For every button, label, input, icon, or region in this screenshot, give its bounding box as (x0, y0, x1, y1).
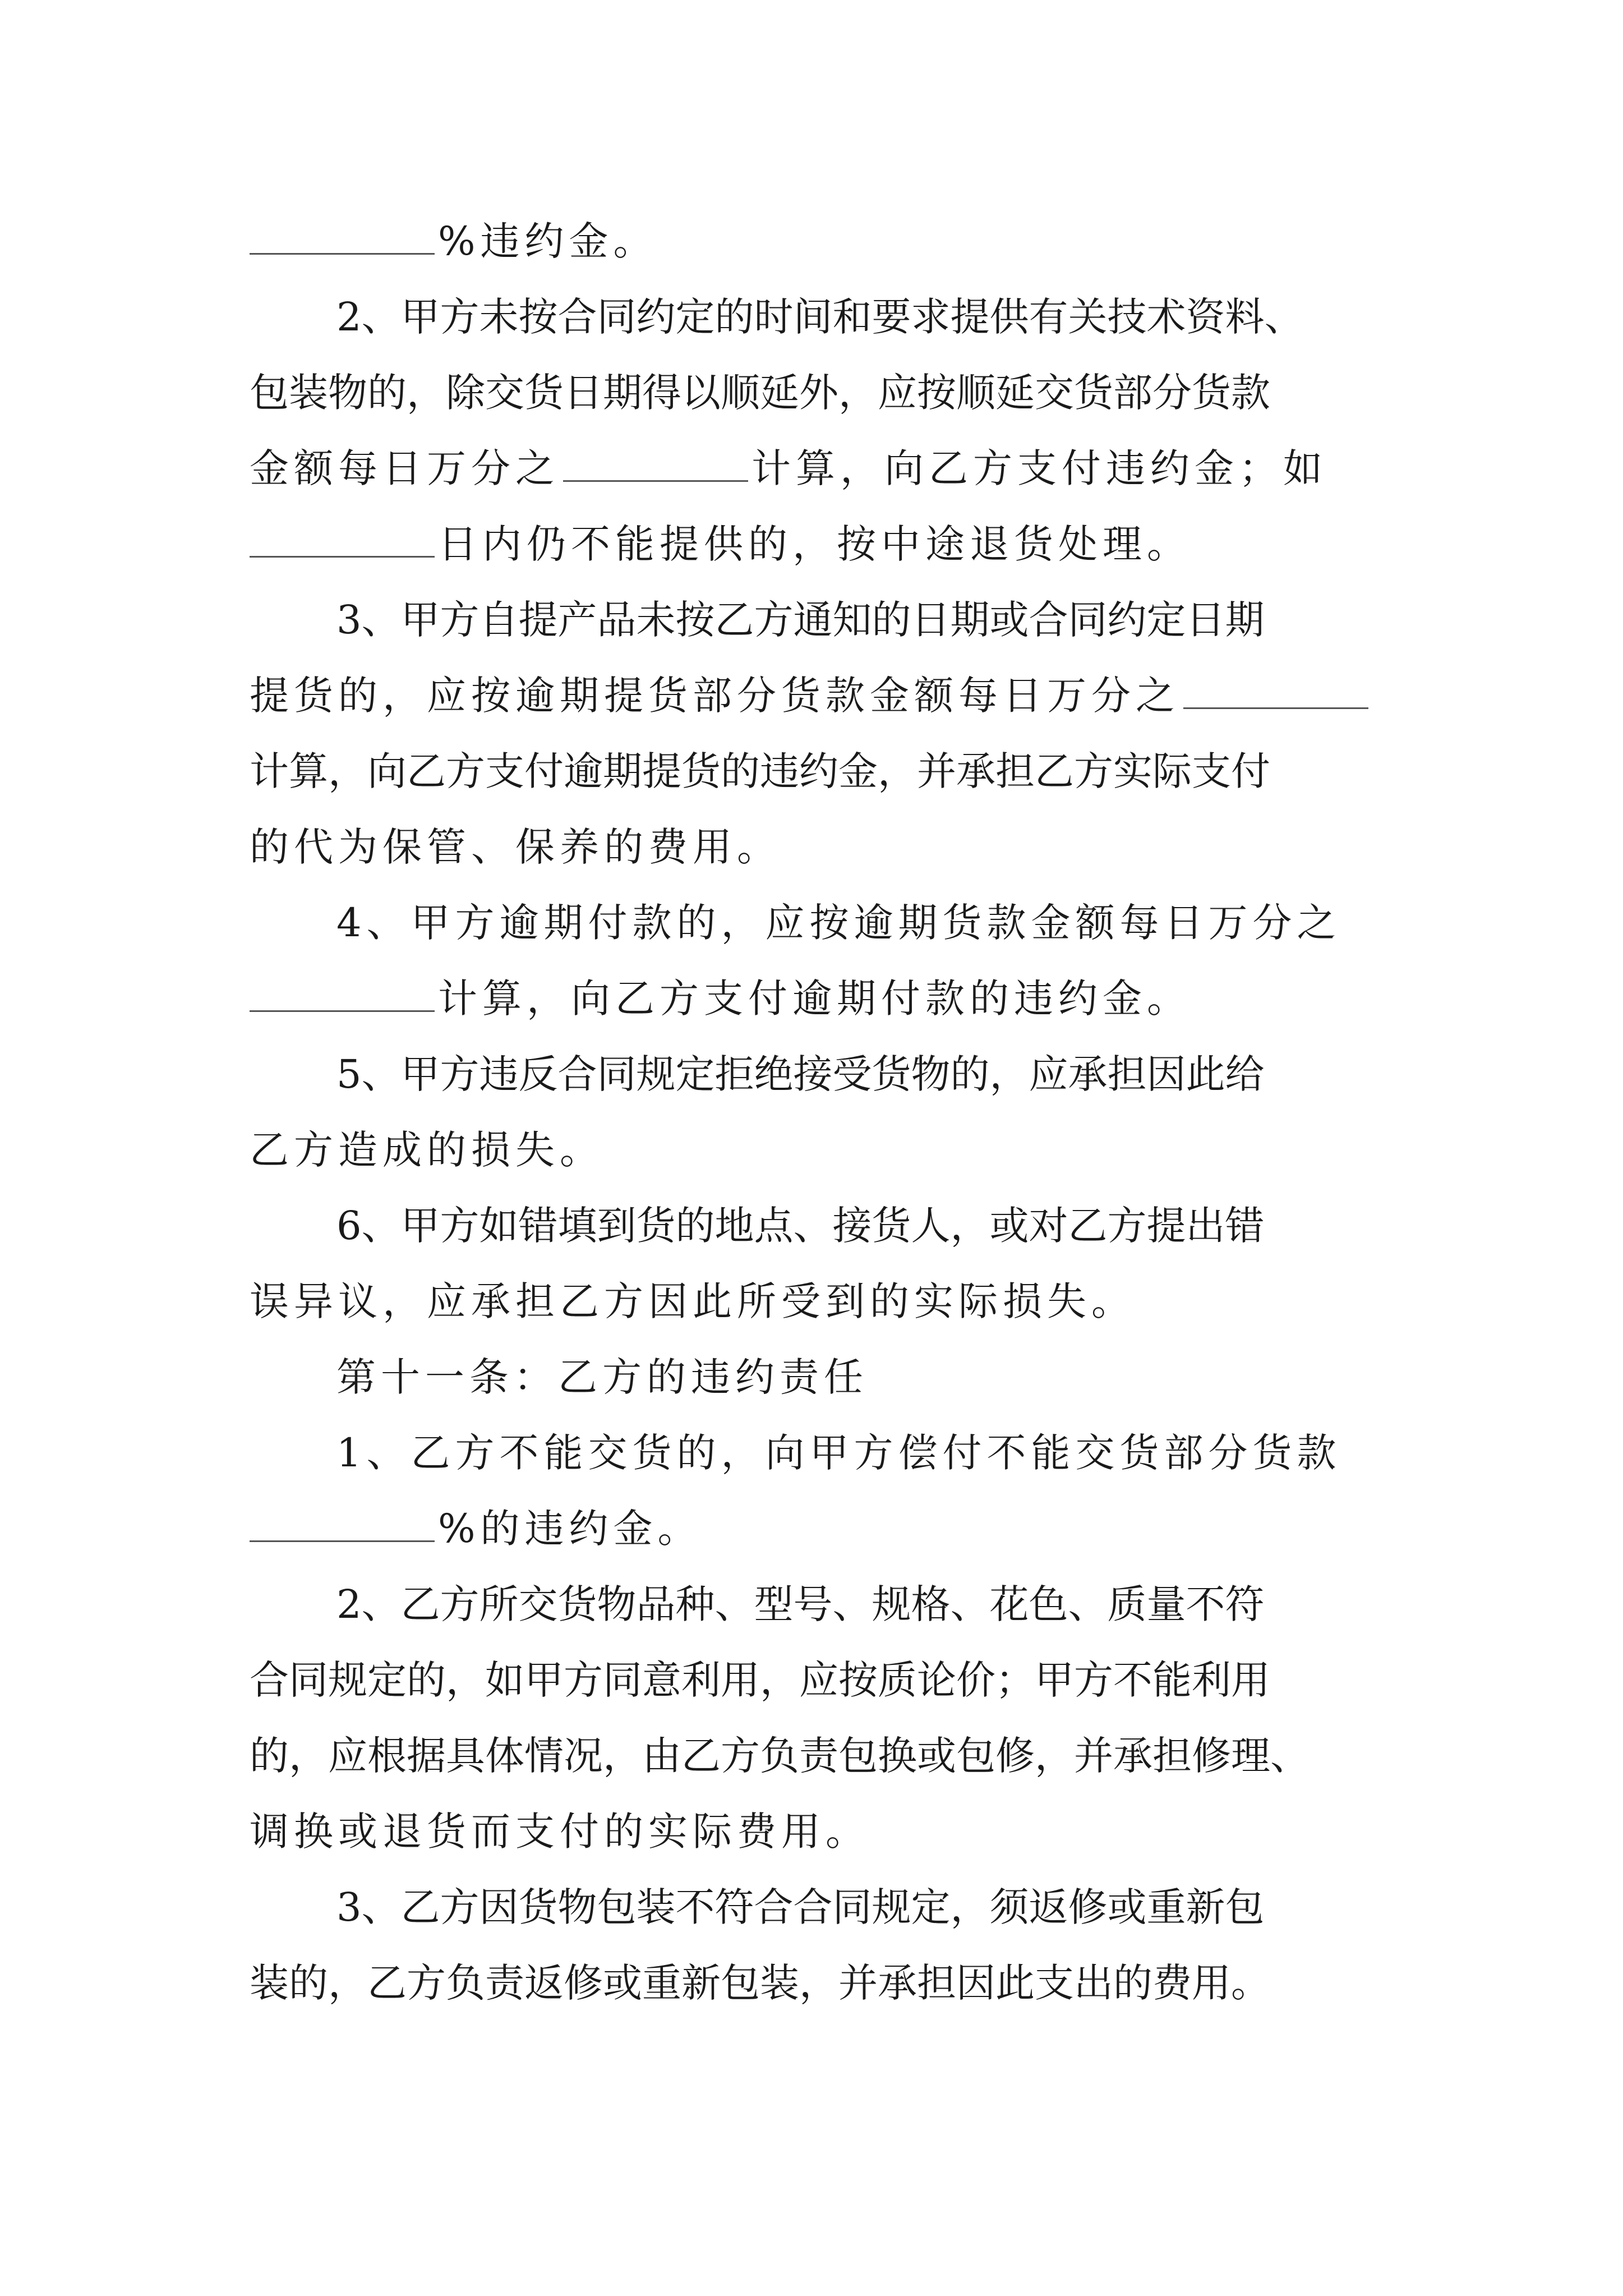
line-text: 3、甲方自提产品未按乙方通知的日期或合同约定日期 (336, 597, 1265, 643)
line-text: 计算，向乙方支付逾期提货的违约金，并承担乙方实际支付 (250, 748, 1270, 794)
line-text: 6、甲方如错填到货的地点、接货人，或对乙方提出错 (336, 1203, 1265, 1249)
text-line (250, 1646, 1394, 1714)
line-text: 的，应根据具体情况，由乙方负责包换或包修，并承担修理、 (250, 1733, 1310, 1779)
text-line (250, 1495, 1394, 1562)
text-line (336, 889, 1394, 956)
text-line (250, 738, 1394, 805)
article-heading (336, 1343, 1394, 1411)
text-line (250, 965, 1394, 1032)
fill-blank (563, 440, 748, 482)
text-line (336, 1041, 1394, 1108)
line-text: 2、甲方未按合同约定的时间和要求提供有关技术资料、 (336, 294, 1304, 340)
line-text: 提货的，应按逾期提货部分货款金额每日万分之 (250, 673, 1180, 719)
line-text: 误异议，应承担乙方因此所受到的实际损失。 (250, 1278, 1136, 1324)
line-text: 1、乙方不能交货的，向甲方偿付不能交货部分货款 (336, 1430, 1341, 1476)
text-line (336, 1874, 1394, 1941)
text-line (250, 359, 1394, 426)
text-line (250, 510, 1394, 578)
line-text: 乙方造成的损失。 (250, 1127, 604, 1173)
line-text: 5、甲方违反合同规定拒绝接受货物的，应承担因此给 (336, 1051, 1265, 1097)
line-text: 包装物的，除交货日期得以顺延外，应按顺延交货部分货款 (250, 370, 1270, 416)
line-text: 日内仍不能提供的，按中途退货处理。 (438, 521, 1191, 567)
text-line (336, 283, 1394, 351)
line-text: 的代为保管、保养的费用。 (250, 824, 781, 870)
fill-blank (250, 970, 435, 1012)
text-line (250, 813, 1394, 881)
line-text: 3、乙方因货物包装不符合合同规定，须返修或重新包 (336, 1884, 1265, 1930)
fill-blank (250, 516, 435, 558)
text-line (250, 1798, 1394, 1865)
text-line (336, 1192, 1394, 1259)
line-text: 第十一条：乙方的违约责任 (336, 1354, 868, 1400)
line-text: %的违约金。 (438, 1506, 702, 1552)
text-line (250, 1722, 1394, 1789)
text-line (250, 1268, 1394, 1335)
line-text: 计算，向乙方支付逾期付款的违约金。 (438, 976, 1191, 1022)
text-line (250, 1116, 1394, 1184)
line-text: 金额每日万分之 (250, 445, 560, 491)
line-text: 4、甲方逾期付款的，应按逾期货款金额每日万分之 (336, 900, 1341, 946)
text-line (336, 1571, 1394, 1638)
text-line (250, 1949, 1394, 2017)
text-line (336, 1419, 1394, 1487)
fill-blank (1183, 667, 1368, 709)
fill-blank (250, 1500, 435, 1542)
line-text: 装的，乙方负责返修或重新包装，并承担因此支出的费用。 (250, 1960, 1270, 2006)
line-text: 合同规定的，如甲方同意利用，应按质论价；甲方不能利用 (250, 1657, 1270, 1703)
text-line (250, 208, 1394, 275)
line-text: 计算，向乙方支付违约金；如 (751, 445, 1327, 491)
text-line (250, 435, 1394, 502)
text-line (250, 662, 1394, 729)
line-text: 调换或退货而支付的实际费用。 (250, 1809, 870, 1855)
line-text: %违约金。 (438, 218, 658, 264)
line-text: 2、乙方所交货物品种、型号、规格、花色、质量不符 (336, 1581, 1265, 1627)
fill-blank (250, 213, 435, 255)
text-line (336, 586, 1394, 654)
